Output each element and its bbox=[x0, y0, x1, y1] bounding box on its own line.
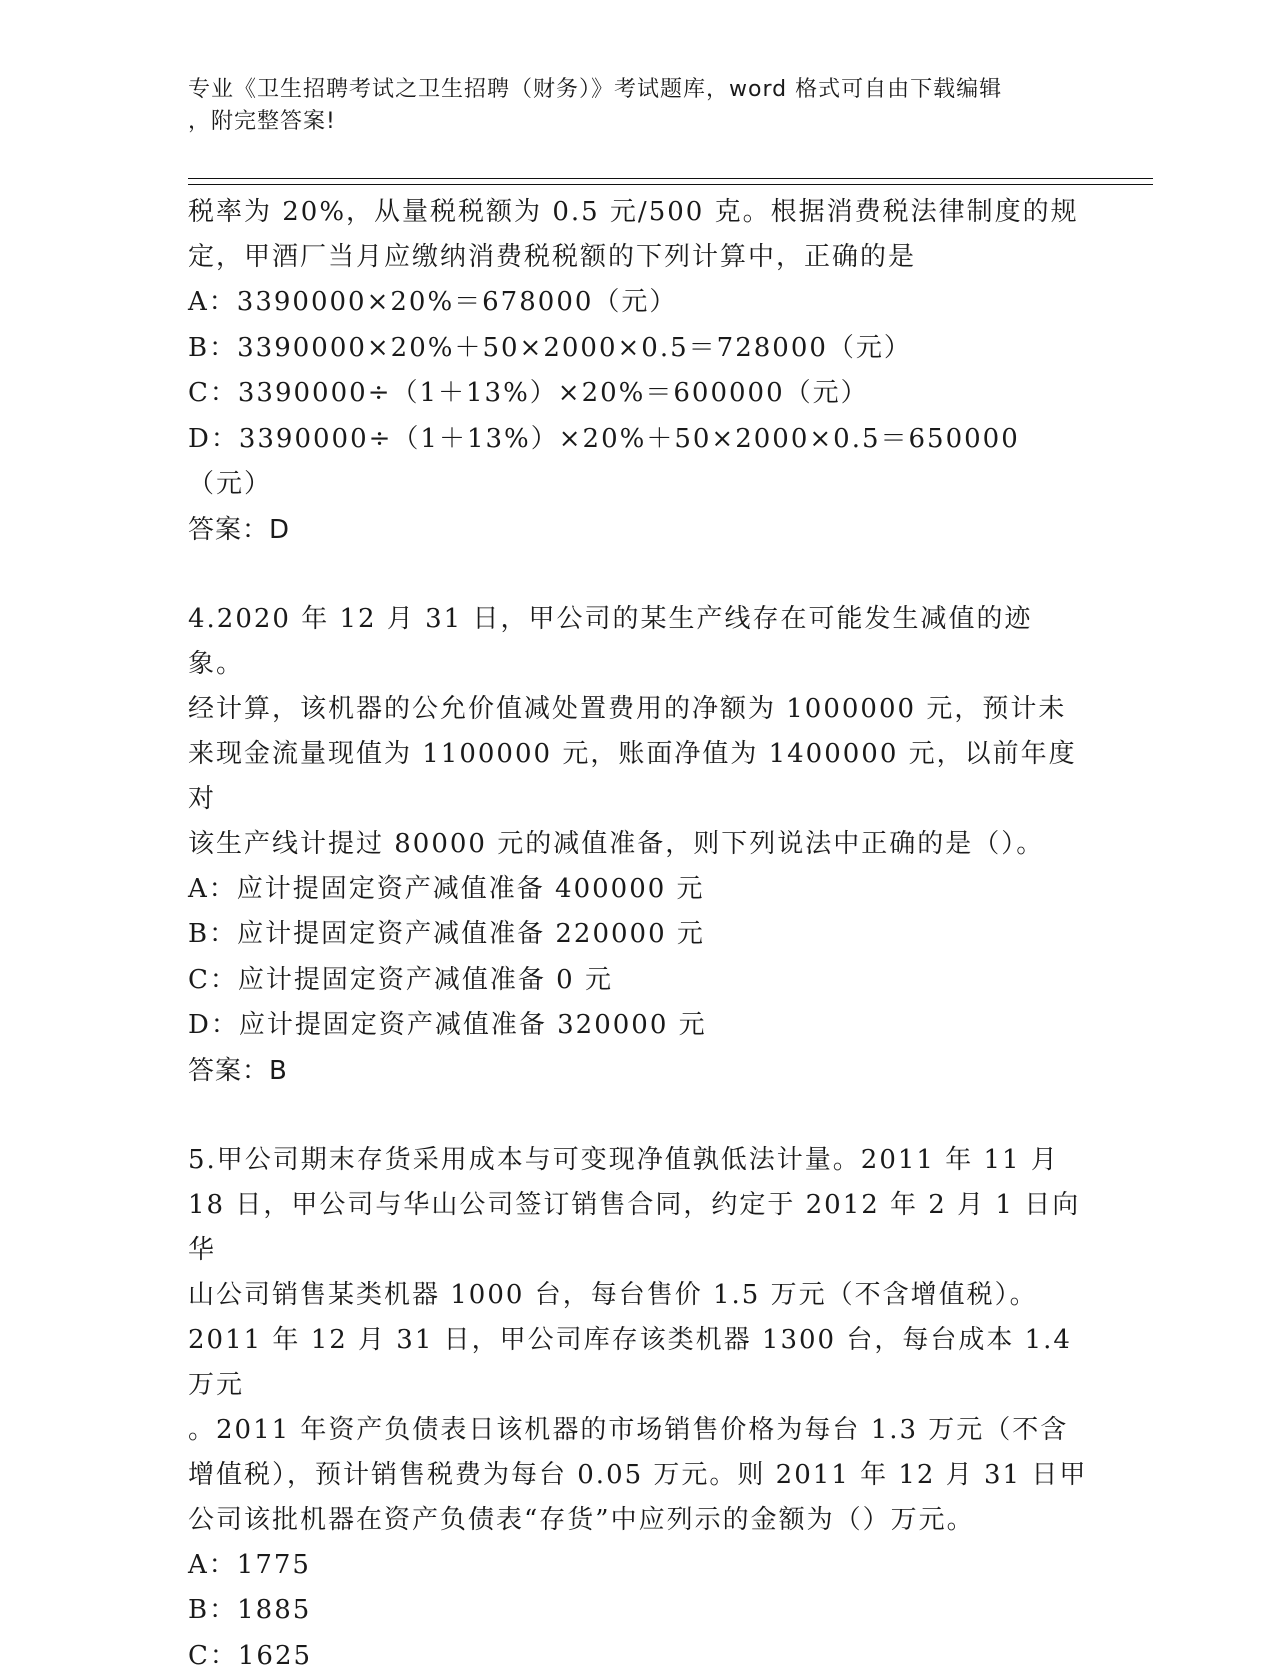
option-c: C：1625 bbox=[188, 1634, 1088, 1679]
option-b: B：应计提固定资产减值准备 220000 元 bbox=[188, 912, 1088, 958]
option-c: C：3390000÷（1＋13%）×20%＝600000（元） bbox=[188, 371, 1088, 417]
option-a: A：1775 bbox=[188, 1543, 1088, 1589]
header-line-2: ，附完整答案! bbox=[188, 106, 1088, 138]
option-d: D：应计提固定资产减值准备 320000 元 bbox=[188, 1003, 1088, 1049]
question-text-line: 公司该批机器在资产负债表“存货”中应列示的金额为（）万元。 bbox=[188, 1498, 1088, 1543]
question-5 bbox=[188, 1138, 1088, 1679]
option-b: B：3390000×20%＋50×2000×0.5＝728000（元） bbox=[188, 326, 1088, 372]
question-text-line: 税率为 20%，从量税税额为 0.5 元/500 克。根据消费税法律制度的规 bbox=[188, 190, 1088, 235]
question-4 bbox=[188, 597, 1088, 1094]
option-a: A：应计提固定资产减值准备 400000 元 bbox=[188, 867, 1088, 913]
document-body bbox=[188, 190, 1088, 1679]
option-a: A：3390000×20%＝678000（元） bbox=[188, 280, 1088, 326]
question-text-line: 。2011 年资产负债表日该机器的市场销售价格为每台 1.3 万元（不含 bbox=[188, 1408, 1088, 1453]
question-text-line: 定，甲酒厂当月应缴纳消费税税额的下列计算中，正确的是 bbox=[188, 235, 1088, 280]
question-text-line: 山公司销售某类机器 1000 台，每台售价 1.5 万元（不含增值税）。 bbox=[188, 1273, 1088, 1318]
header-divider-top bbox=[188, 178, 1153, 179]
document-header bbox=[188, 74, 1088, 138]
question-text-line: 增值税），预计销售税费为每台 0.05 万元。则 2011 年 12 月 31 日甲 bbox=[188, 1453, 1088, 1498]
answer: 答案：D bbox=[188, 508, 1088, 553]
option-d: D：3390000÷（1＋13%）×20%＋50×2000×0.5＝650000（元） bbox=[188, 417, 1088, 508]
question-text-line: 4.2020 年 12 月 31 日，甲公司的某生产线存在可能发生减值的迹象。 bbox=[188, 597, 1088, 687]
option-c: C：应计提固定资产减值准备 0 元 bbox=[188, 958, 1088, 1004]
question-text-line: 18 日，甲公司与华山公司签订销售合同，约定于 2012 年 2 月 1 日向华 bbox=[188, 1183, 1088, 1273]
header-line-1: 专业《卫生招聘考试之卫生招聘（财务）》考试题库，word 格式可自由下载编辑 bbox=[188, 74, 1088, 106]
option-b: B：1885 bbox=[188, 1588, 1088, 1634]
header-divider-bottom bbox=[188, 184, 1153, 185]
question-text-line: 5.甲公司期末存货采用成本与可变现净值孰低法计量。2011 年 11 月 bbox=[188, 1138, 1088, 1183]
question-3 bbox=[188, 190, 1088, 553]
answer: 答案：B bbox=[188, 1049, 1088, 1094]
question-text-line: 该生产线计提过 80000 元的减值准备，则下列说法中正确的是（）。 bbox=[188, 822, 1088, 867]
question-text-line: 来现金流量现值为 1100000 元，账面净值为 1400000 元，以前年度对 bbox=[188, 732, 1088, 822]
question-text-line: 经计算，该机器的公允价值减处置费用的净额为 1000000 元，预计未 bbox=[188, 687, 1088, 732]
question-text-line: 2011 年 12 月 31 日，甲公司库存该类机器 1300 台，每台成本 1.4 万元 bbox=[188, 1318, 1088, 1408]
